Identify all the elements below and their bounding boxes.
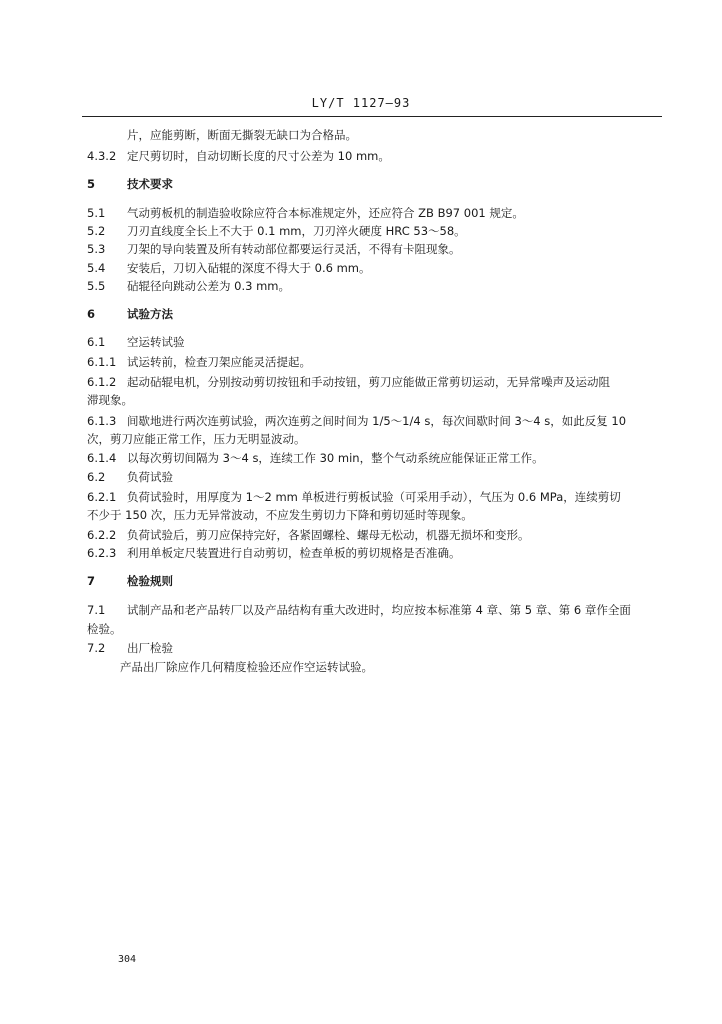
clause-text: 产品出厂除应作几何精度检验还应作空运转试验。 xyxy=(120,660,373,674)
clause-text: 安装后，刀切入砧辊的深度不得大于 0.6 mm。 xyxy=(127,261,371,275)
clause-number: 6.1.4 xyxy=(87,451,117,465)
clause-number: 5.3 xyxy=(87,242,106,256)
clause-text: 负荷试验时，用厚度为 1～2 mm 单板进行剪板试验（可采用手动），气压为 0.6 MPa，连续剪切 xyxy=(127,490,621,504)
clause-number: 6.2 xyxy=(87,470,106,484)
text-line xyxy=(87,355,311,369)
text-line xyxy=(87,242,461,256)
text-line xyxy=(120,660,373,674)
text-line xyxy=(87,414,626,428)
clause-number: 5.5 xyxy=(87,279,106,293)
text-line xyxy=(87,508,473,522)
text-line xyxy=(87,622,122,636)
clause-number: 5.1 xyxy=(87,206,106,220)
section-number: 7 xyxy=(87,574,96,588)
section-heading xyxy=(87,177,173,191)
clause-text: 出厂检验 xyxy=(127,641,173,655)
clause-text: 次，剪刀应能正常工作，压力无明显波动。 xyxy=(87,432,306,446)
text-line xyxy=(87,432,306,446)
section-title: 检验规则 xyxy=(127,574,173,588)
clause-number: 4.3.2 xyxy=(87,149,117,163)
section-number: 6 xyxy=(87,307,96,321)
clause-number: 6.1.3 xyxy=(87,414,117,428)
text-line xyxy=(87,641,173,655)
header-rule xyxy=(82,116,662,117)
text-line xyxy=(87,375,610,389)
clause-text: 气动剪板机的制造验收除应符合本标准规定外，还应符合 ZB B97 001 规定。 xyxy=(127,206,524,220)
clause-number: 7.2 xyxy=(87,641,106,655)
clause-number: 5.4 xyxy=(87,261,106,275)
text-line xyxy=(87,470,173,484)
clause-number: 6.2.3 xyxy=(87,546,117,560)
clause-text: 刀架的导向装置及所有转动部位都要运行灵活，不得有卡阻现象。 xyxy=(127,242,461,256)
clause-text: 利用单板定尺装置进行自动剪切，检查单板的剪切规格是否准确。 xyxy=(127,546,461,560)
text-line xyxy=(87,528,530,542)
text-line xyxy=(87,261,371,275)
text-line xyxy=(87,393,133,407)
text-line xyxy=(87,546,461,560)
section-heading xyxy=(87,574,173,588)
section-title: 试验方法 xyxy=(127,307,173,321)
clause-text: 滞现象。 xyxy=(87,393,133,407)
text-line xyxy=(87,451,544,465)
text-line xyxy=(87,224,466,238)
clause-text: 负荷试验 xyxy=(127,470,173,484)
clause-text: 检验。 xyxy=(87,622,122,636)
section-number: 5 xyxy=(87,177,96,191)
clause-text: 砧辊径向跳动公差为 0.3 mm。 xyxy=(127,279,291,293)
text-line xyxy=(87,279,290,293)
clause-number: 5.2 xyxy=(87,224,106,238)
section-heading xyxy=(87,307,173,321)
clause-text: 负荷试验后，剪刀应保持完好，各紧固螺栓、螺母无松动，机器无损坏和变形。 xyxy=(127,528,530,542)
standard-header: LY/T 1127—93 xyxy=(311,96,411,110)
clause-text: 以每次剪切间隔为 3～4 s，连续工作 30 min，整个气动系统应能保证正常工作。 xyxy=(127,451,544,465)
clause-text: 空运转试验 xyxy=(127,335,185,349)
clause-number: 6.1.1 xyxy=(87,355,117,369)
clause-number: 7.1 xyxy=(87,603,106,617)
clause-text: 定尺剪切时，自动切断长度的尺寸公差为 10 mm。 xyxy=(127,149,390,163)
section-title: 技术要求 xyxy=(127,177,173,191)
text-line xyxy=(87,490,621,504)
text-line xyxy=(87,149,390,163)
text-line xyxy=(87,603,631,617)
page-number: 304 xyxy=(118,954,137,965)
clause-text: 试制产品和老产品转厂以及产品结构有重大改进时，均应按本标准第 4 章、第 5 章、第 6 章作全面 xyxy=(127,603,631,617)
clause-text: 起动砧辊电机，分别按动剪切按钮和手动按钮，剪刀应能做正常剪切运动，无异常噪声及运动阻 xyxy=(127,375,610,389)
text-line xyxy=(87,335,185,349)
clause-number: 6.1.2 xyxy=(87,375,117,389)
clause-text: 刀刃直线度全长上不大于 0.1 mm，刀刃淬火硬度 HRC 53～58。 xyxy=(127,224,466,238)
clause-text: 片，应能剪断，断面无撕裂无缺口为合格品。 xyxy=(127,128,357,142)
clause-text: 试运转前，检查刀架应能灵活提起。 xyxy=(127,355,311,369)
clause-number: 6.2.2 xyxy=(87,528,117,542)
clause-number: 6.1 xyxy=(87,335,106,349)
text-line xyxy=(87,206,524,220)
clause-text: 不少于 150 次，压力无异常波动，不应发生剪切力下降和剪切延时等现象。 xyxy=(87,508,473,522)
text-line xyxy=(87,128,357,142)
clause-text: 间歇地进行两次连剪试验，两次连剪之间时间为 1/5～1/4 s，每次间歇时间 3～4 s，如此反复 10 xyxy=(127,414,627,428)
clause-number: 6.2.1 xyxy=(87,490,117,504)
